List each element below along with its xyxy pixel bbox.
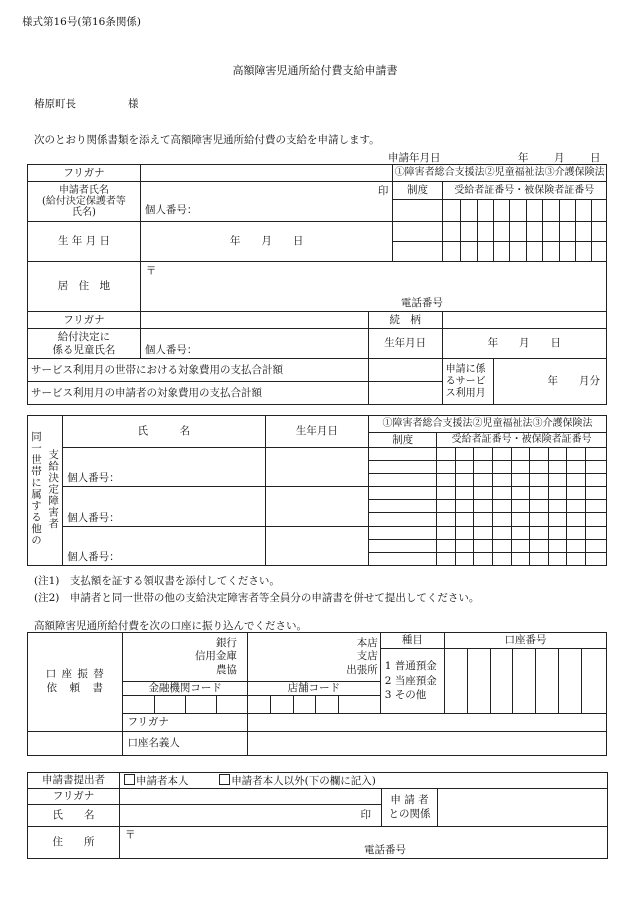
child-furigana-field[interactable]: [140, 312, 368, 329]
submitter-label: 申請書提出者: [28, 773, 120, 789]
holder-furigana-field[interactable]: [247, 714, 606, 732]
branch-code-digit-2[interactable]: [293, 696, 316, 714]
birth-date-label: 生 年 月 日: [28, 222, 141, 262]
child-furigana-label: フリガナ: [28, 312, 141, 329]
insurance-number-header: 受給者証番号・被保険者証番号: [442, 182, 606, 200]
submitter-furigana-label: フリガナ: [28, 789, 120, 805]
bank-table: [27, 632, 607, 756]
institution-code-digit-4[interactable]: [216, 696, 247, 714]
submitter-postal: 〒: [125, 829, 136, 841]
insurance-law-header: ①障害者総合支援法②児童福祉法③介護保険法: [393, 165, 607, 182]
application-date-day: 日: [590, 152, 601, 164]
addressee: 椿原町長: [34, 98, 76, 110]
submitter-name-field[interactable]: [120, 805, 382, 827]
birth-date-field[interactable]: 年 月 日: [140, 222, 392, 262]
applicant-id-label: 個人番号：: [144, 204, 198, 217]
household-system-header: 制度: [369, 433, 437, 448]
applicant-expense-field[interactable]: [368, 382, 442, 405]
account-type-options[interactable]: 1 普通預金 2 当座預金 3 その他: [380, 649, 444, 714]
household-member-birth-1[interactable]: [265, 448, 368, 487]
child-birth-label: 生年月日: [368, 329, 442, 359]
household-member-birth-2[interactable]: [265, 487, 368, 527]
applicant-name-label: 申請者氏名 (給付決定保護者等 氏名): [28, 182, 141, 222]
application-date-year: 年: [518, 152, 529, 164]
submitter-seal: 印: [360, 809, 371, 822]
account-number-header: 口座番号: [445, 633, 607, 649]
address-postal: 〒: [145, 265, 157, 277]
account-digit-1[interactable]: [445, 649, 468, 714]
household-member-birth-3[interactable]: [265, 527, 368, 566]
addressee-honorific: 様: [128, 98, 139, 110]
household-table: [27, 415, 607, 566]
household-side-label: 同一世帯に属する他の: [28, 416, 45, 566]
household-insurance-header: ①障害者総合支援法②児童福祉法③介護保険法: [369, 416, 607, 433]
institution-code-label: 金融機関コード: [123, 682, 248, 696]
applicant-table: [27, 164, 607, 405]
address-phone-label: 電話番号: [400, 296, 443, 309]
account-digit-7[interactable]: [581, 649, 606, 714]
applicant-furigana-field[interactable]: [140, 165, 392, 182]
child-relation-field[interactable]: [442, 312, 606, 329]
household-id-label: 個人番号：: [67, 511, 120, 524]
household-birth-header: 生年月日: [265, 416, 368, 448]
child-birth-field[interactable]: 年 月 日: [442, 329, 606, 359]
account-digit-6[interactable]: [559, 649, 582, 714]
household-member-name-3[interactable]: [63, 527, 266, 566]
bank-intro: 高額障害児通所給付費を次の口座に振り込んでください。: [34, 620, 307, 632]
child-id-field[interactable]: [140, 329, 368, 359]
submitter-address-label: 住 所: [28, 827, 120, 859]
branch-code-digit-1[interactable]: [270, 696, 293, 714]
address-label: 居 住 地: [28, 262, 141, 312]
branch-code-label: 店舗コード: [247, 682, 380, 696]
submitter-furigana-field[interactable]: [120, 789, 382, 805]
application-date-label: 申請年月日: [388, 152, 441, 164]
bank-institution-types: 銀行 信用金庫 農協: [123, 633, 248, 682]
institution-code-digit-3[interactable]: [185, 696, 216, 714]
submitter-other-label: 申請者本人以外(下の欄に記入): [231, 774, 376, 787]
bank-transfer-label: 口 座 振 替 依 頼 書: [28, 633, 123, 732]
submitter-relation-field[interactable]: [438, 789, 608, 827]
intro-text: 次のとおり関係書類を添えて高額障害児通所給付費の支給を申請します。: [34, 134, 380, 146]
account-digit-5[interactable]: [536, 649, 559, 714]
household-expense-label: サービス利用月の世帯における対象費用の支払合計額: [28, 359, 369, 382]
household-member-name-2[interactable]: [63, 487, 266, 527]
institution-code-digit-1[interactable]: [123, 696, 154, 714]
household-number-header: 受給者証番号・被保険者証番号: [437, 433, 607, 448]
branch-code-digit-3[interactable]: [316, 696, 339, 714]
insurance-system-cell[interactable]: [393, 242, 442, 262]
submitter-self-label: 申請者本人: [136, 774, 189, 787]
account-digit-2[interactable]: [467, 649, 490, 714]
account-holder-field[interactable]: [247, 732, 606, 756]
household-side-label-2: 支給決定障害者: [44, 416, 63, 566]
service-month-field[interactable]: 年 月分: [493, 359, 606, 405]
account-holder-label: 口座名義人: [123, 732, 248, 756]
insurance-system-cell[interactable]: [393, 200, 442, 222]
submitter-self-checkbox[interactable]: [124, 774, 135, 785]
insurance-system-cell[interactable]: [393, 222, 442, 242]
household-id-label: 個人番号：: [67, 471, 120, 484]
application-date-month: 月: [554, 152, 565, 164]
submitter-phone-label: 電話番号: [364, 843, 406, 856]
applicant-expense-label: サービス利用月の申請者の対象費用の支払合計額: [28, 382, 369, 405]
account-digit-3[interactable]: [490, 649, 513, 714]
submitter-relation-label: 申 請 者 との関係: [382, 789, 438, 827]
bank-branch-types: 本店 支店 出張所: [247, 633, 380, 682]
child-relation-label: 続 柄: [368, 312, 442, 329]
household-member-name-1[interactable]: [63, 448, 266, 487]
applicant-furigana-label: フリガナ: [28, 165, 141, 182]
household-id-label: 個人番号：: [67, 550, 120, 563]
account-type-header: 種目: [380, 633, 444, 649]
applicant-id-field[interactable]: [140, 200, 392, 222]
household-name-header: 氏 名: [63, 416, 266, 448]
note-2: (注2) 申請者と同一世帯の他の支給決定障害者等全員分の申請書を併せて提出してください。: [34, 592, 480, 604]
submitter-name-label: 氏 名: [28, 805, 120, 827]
insurance-system-header: 制度: [393, 182, 442, 200]
holder-furigana-label: フリガナ: [123, 714, 248, 732]
address-field[interactable]: [140, 262, 606, 312]
page-title: 高額障害児通所給付費支給申請書: [232, 64, 398, 77]
applicant-seal: 印: [140, 182, 392, 200]
form-number: 様式第16号(第16条関係): [22, 16, 141, 28]
household-expense-field[interactable]: [368, 359, 442, 382]
submitter-table: [27, 772, 608, 859]
account-digit-4[interactable]: [513, 649, 536, 714]
submitter-other-checkbox[interactable]: [219, 774, 230, 785]
institution-code-digit-2[interactable]: [154, 696, 185, 714]
submitter-address-field[interactable]: [120, 827, 608, 859]
service-month-label: 申請に係 るサービ ス利用月: [442, 359, 493, 405]
note-1: (注1) 支払額を証する領収書を添付してください。: [34, 575, 280, 587]
child-id-label: 個人番号：: [144, 343, 198, 356]
child-name-label: 給付決定に 係る児童氏名: [28, 329, 141, 359]
